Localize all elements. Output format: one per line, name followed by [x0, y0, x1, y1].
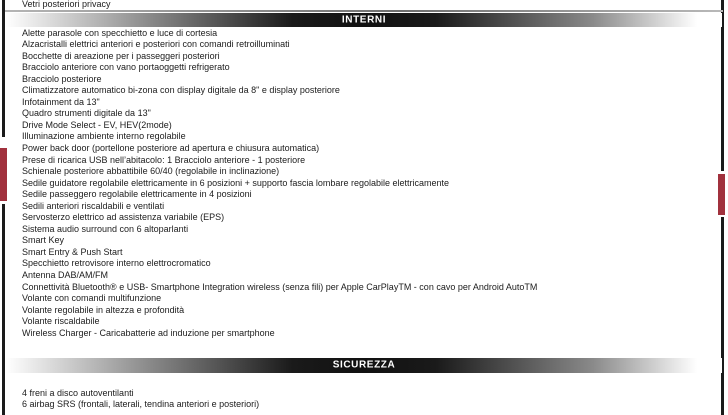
section-title: INTERNI	[341, 14, 387, 26]
feature-item: Climatizzatore automatico bi-zona con display digitale da 8" e display posteriore	[22, 85, 340, 96]
feature-item: Bocchette di areazione per i passeggeri posteriori	[22, 50, 220, 61]
section-header-sicurezza	[6, 358, 722, 374]
interni-feature-list	[22, 28, 720, 340]
feature-item: Infotainment da 13"	[22, 96, 100, 107]
feature-item: Smart Entry & Push Start	[22, 246, 123, 257]
feature-item: Prese di ricarica USB nell’abitacolo: 1 Bracciolo anteriore - 1 posteriore	[22, 154, 306, 165]
row-divider	[5, 10, 723, 12]
feature-item: Antenna DAB/AM/FM	[22, 269, 109, 280]
feature-item: Sedile passeggero regolabile elettricamente in 4 posizioni	[22, 189, 252, 200]
feature-item: 4 freni a disco autoventilanti	[22, 387, 134, 398]
right-border-line	[721, 217, 724, 415]
feature-item: Servosterzo elettrico ad assistenza variabile (EPS)	[22, 212, 225, 223]
feature-item: Quadro strumenti digitale da 13"	[22, 108, 151, 119]
feature-item: 6 airbag SRS (frontali, laterali, tendina anteriori e posteriori)	[22, 399, 260, 410]
feature-item: Sistema audio surround con 6 altoparlanti	[22, 223, 189, 234]
previous-section-last-item: Vetri posteriori privacy	[22, 0, 111, 9]
feature-item: Power back door (portellone posteriore ad apertura e chiusura automatica)	[22, 142, 320, 153]
feature-item: Wireless Charger - Caricabatterie ad induzione per smartphone	[22, 327, 275, 338]
feature-item: Volante riscaldabile	[22, 316, 100, 327]
feature-item: Volante con comandi multifunzione	[22, 293, 162, 304]
feature-item: Specchietto retrovisore interno elettrocromatico	[22, 258, 211, 269]
feature-item: Smart Key	[22, 235, 65, 246]
section-header-interni	[6, 13, 722, 28]
feature-item: Schienale posteriore abbattibile 60/40 (regolabile in inclinazione)	[22, 166, 280, 177]
feature-item: Alette parasole con specchietto e luce di cortesia	[22, 27, 218, 38]
feature-item: Bracciolo posteriore	[22, 73, 102, 84]
feature-item: Bracciolo anteriore con vano portaoggetti refrigerato	[22, 62, 230, 73]
left-border-line	[2, 204, 5, 415]
feature-item: Sedile guidatore regolabile elettricamente in 6 posizioni + supporto fascia lombare regolabile elettricamente	[22, 177, 449, 188]
feature-item: Illuminazione ambiente interno regolabile	[22, 131, 186, 142]
feature-item: Connettività Bluetooth® e USB- Smartphone Integration wireless (senza fili) per Apple CarPlayTM - con cavo per Android AutoTM	[22, 281, 538, 292]
section-title: SICUREZZA	[332, 359, 396, 371]
feature-item: Alzacristalli elettrici anteriori e posteriori con comandi retroilluminati	[22, 39, 290, 50]
feature-item: Volante regolabile in altezza e profondità	[22, 304, 185, 315]
left-border-line	[2, 0, 5, 137]
feature-item: Drive Mode Select - EV, HEV(2mode)	[22, 119, 172, 130]
feature-item: Sedili anteriori riscaldabili e ventilati	[22, 200, 165, 211]
left-red-tab	[0, 148, 7, 201]
sicurezza-feature-list	[22, 388, 720, 411]
